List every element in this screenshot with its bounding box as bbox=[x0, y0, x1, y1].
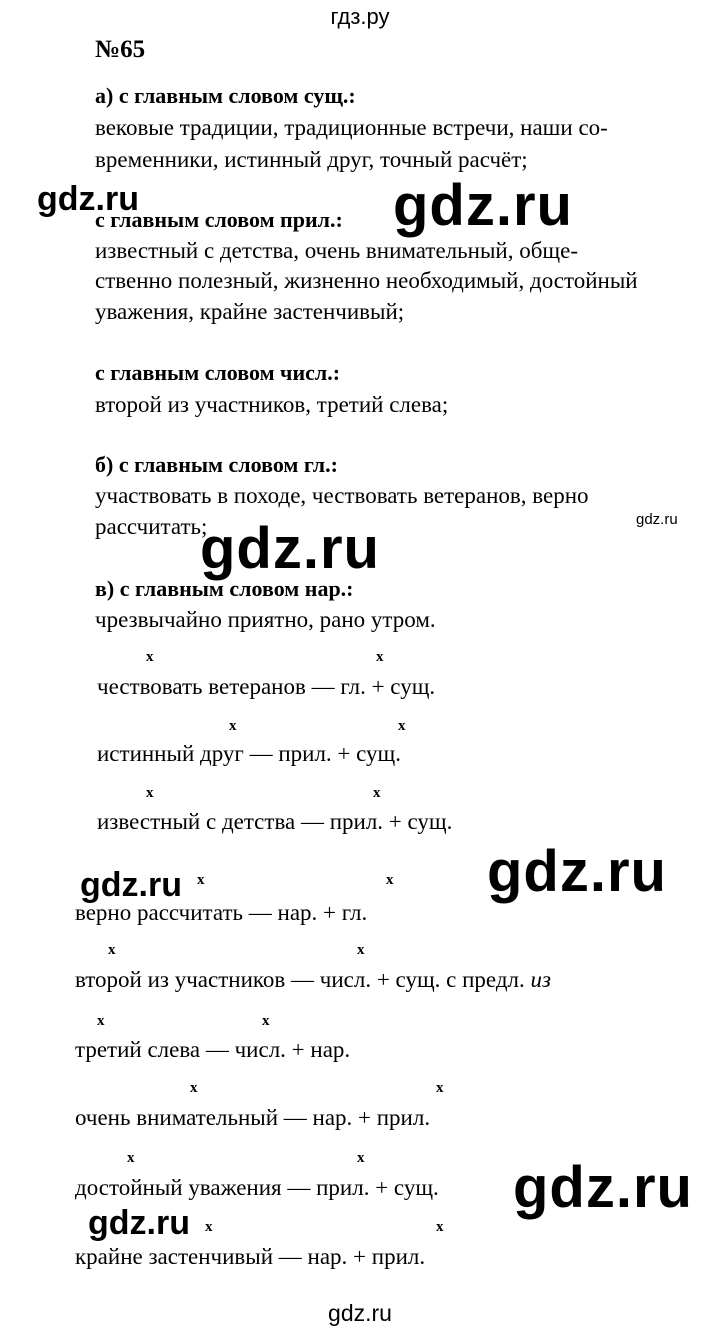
watermark: gdz.ru bbox=[37, 180, 139, 218]
head-word-mark: x bbox=[205, 1219, 213, 1235]
head-word-mark: x bbox=[229, 718, 237, 734]
watermark: gdz.ru bbox=[393, 173, 573, 238]
head-word-mark: x bbox=[373, 785, 381, 801]
head-word-mark: x bbox=[146, 649, 154, 665]
watermark: gdz.ru bbox=[513, 1155, 693, 1220]
analysis-line: известный с детства — прил. + сущ. bbox=[97, 809, 453, 834]
analysis-line: третий слева — числ. + нар. bbox=[75, 1037, 351, 1062]
site-header: гдз.ру bbox=[330, 4, 390, 29]
preposition-italic: из bbox=[530, 967, 551, 992]
footer-site: gdz.ru bbox=[328, 1300, 392, 1326]
task-number: №65 bbox=[95, 36, 146, 63]
analysis-line: чествовать ветеранов — гл. + сущ. bbox=[97, 674, 436, 699]
head-word-mark: x bbox=[436, 1080, 444, 1096]
head-word-mark: x bbox=[398, 718, 406, 734]
watermark: gdz.ru bbox=[487, 839, 667, 904]
section-text-line: ственно полезный, жизненно необходимый, достойный bbox=[95, 268, 638, 293]
head-word-mark: x bbox=[146, 785, 154, 801]
head-word-mark: x bbox=[197, 872, 205, 888]
watermark: gdz.ru bbox=[636, 511, 678, 528]
section-text-line: второй из участников, третий слева; bbox=[95, 392, 449, 417]
analysis-line: истинный друг — прил. + сущ. bbox=[97, 741, 402, 766]
section-text-line: уважения, крайне застенчивый; bbox=[95, 299, 405, 324]
section-text-line: вековые традиции, традиционные встречи, наши со- bbox=[95, 115, 608, 140]
section-heading-verb: б) с главным словом гл.: bbox=[95, 452, 338, 477]
section-heading-noun: а) с главным словом сущ.: bbox=[95, 83, 356, 108]
head-word-mark: x bbox=[436, 1219, 444, 1235]
analysis-line: очень внимательный — нар. + прил. bbox=[75, 1105, 431, 1130]
section-heading-num: с главным словом числ.: bbox=[95, 360, 341, 385]
head-word-mark: x bbox=[97, 1013, 105, 1029]
head-word-mark: x bbox=[386, 872, 394, 888]
section-text-line: временники, истинный друг, точный расчёт; bbox=[95, 147, 528, 172]
analysis-line: крайне застенчивый — нар. + прил. bbox=[75, 1244, 426, 1269]
watermark: gdz.ru bbox=[88, 1204, 190, 1242]
head-word-mark: x bbox=[262, 1013, 270, 1029]
watermark: gdz.ru bbox=[80, 866, 182, 904]
section-text-line: чрезвычайно приятно, рано утром. bbox=[95, 607, 436, 632]
head-word-mark: x bbox=[108, 942, 116, 958]
section-heading-adj: с главным словом прил.: bbox=[95, 207, 343, 232]
head-word-mark: x bbox=[357, 942, 365, 958]
section-text-line: участвовать в походе, чествовать ветеранов, верно bbox=[95, 483, 589, 508]
watermark: gdz.ru bbox=[200, 516, 380, 581]
head-word-mark: x bbox=[357, 1150, 365, 1166]
analysis-line: достойный уважения — прил. + сущ. bbox=[75, 1175, 439, 1200]
head-word-mark: x bbox=[190, 1080, 198, 1096]
head-word-mark: x bbox=[127, 1150, 135, 1166]
head-word-mark: x bbox=[376, 649, 384, 665]
section-text-line: известный с детства, очень внимательный, обще- bbox=[95, 238, 578, 263]
analysis-line: второй из участников — числ. + сущ. с предл. из bbox=[75, 967, 551, 992]
section-heading-adv: в) с главным словом нар.: bbox=[95, 576, 354, 601]
section-text-line: рассчитать; bbox=[95, 514, 208, 539]
analysis-line: верно рассчитать — нар. + гл. bbox=[75, 900, 368, 925]
